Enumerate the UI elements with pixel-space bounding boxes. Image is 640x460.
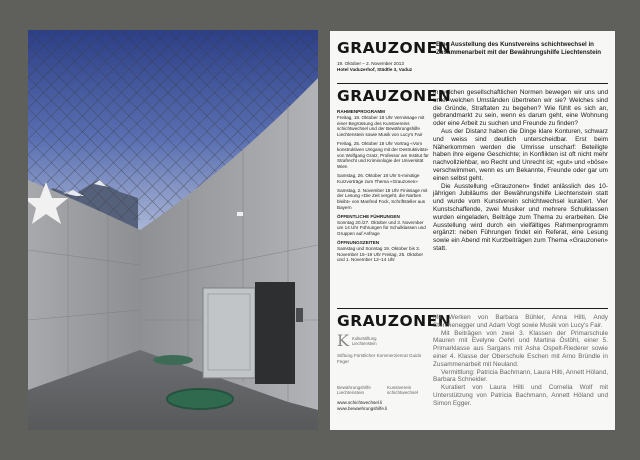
program-item-4: Samstag, 2. November 18 Uhr Finissage mit der Lesung «Die Zeit vergeht, die Narben bleibt» von Manfred Fock, Schriftsteller aus Bayern [337,187,428,210]
description [433,89,608,253]
url-2[interactable]: www.bewaehrungshilfe.li [337,405,388,411]
divider-2 [337,308,608,309]
wall-fixture [296,308,303,322]
dates: 19. Oktober – 2. November 2013 [337,61,404,66]
doorway [255,282,295,384]
program-item-1: Freitag, 18. Oktober 18 Uhr Vernissage mit einer Begrüssung des Kunstvereins schichtwechsel und der Bewährungshilfe Liechtenstein sowie Musik von Lucy's Fair [337,114,425,138]
description-paragraph-2: Aus der Distanz haben die Dinge klare Konturen, schwarz und weiss sind deutlich unterscheidbar. Erst beim Näherkommen werden die Umrisse unscharf: Beteiligte haben ihre eigene Geschichte; in Konflikten ist oft nicht mehr nachvollziehbar, wo Recht und Unrecht ist; «gut» und «böse» verschwimmen, wenn es um Bekannte, Freunde oder gar um einen selbst geht. [433,127,608,182]
program-item-2: Freitag, 25. Oktober 18 Uhr Vortrag «Vom konstruktiven Umgang mit der Destruktivität» von Wolfgang Gratz, Professor am Institut für Strafrecht und Kriminologie der Universität Wien [337,140,429,170]
program-item-3: Samstag, 26. Oktober 18 Uhr 5-minütige Kurzvorträge zum Thema «Grauzonen» [337,172,420,184]
url-1[interactable]: www.schichtwechsel.li [337,400,383,406]
brand-title-bottom: GRAUZONEN [337,312,452,330]
exhibition-flyer [330,31,615,430]
sponsor-logo: K [337,331,349,350]
program-heading-6: ÖFFNUNGSZEITEN [337,239,380,245]
program-list [337,109,429,266]
credits [433,314,608,408]
description-paragraph-1: In welchen gesellschaftlichen Normen bewegen wir uns und unter welchen Umständen übertreten wir sie? Welches sind die Gründe, Straftaten zu begehen? Wie fühlt es sich an, gebrandmarkt zu sein, wenn es darum geht, eine Wohnung oder eine Arbeit zu suchen und Freunde zu finden? [433,89,608,128]
program-item-5: Sonntag 20./27. Oktober und 3. November um 14 Uhr Führungen für Schulklassen und Gruppen auf Anfrage [337,219,426,237]
credits-paragraph-4: Kuratiert von Laura Hilti und Cornelia Wolf mit Unterstützung von Patricia Bachmann, Annett Höland und Simon Egger. [433,384,608,407]
courtyard-photo [28,30,318,430]
credits-paragraph-2: Mit Beiträgen von zwei 3. Klassen der Primarschule Mauren mit Evelyne Oehri und Martina Östöhl, einer 5. Primarklasse aus Sargans mit Asha Ospelt-Riederer sowie einer 4. Klasse der Oberschule Eschen mit Arno Bründle in Zusammenarbeit mit Neuland. [433,329,608,368]
divider-1 [337,83,608,84]
tagline: Eine Ausstellung des Kunstvereins schichtwechsel in Zusammenarbeit mit der Bewährungshilfe Liechtenstein [436,41,602,56]
drain-1 [153,355,193,365]
sponsor-text: Stiftung Fürstlicher Kommerzienrat Guido Feger [337,353,422,364]
brand-title-middle: GRAUZONEN [337,87,452,105]
venue: Hotel Vaduzerhof, Städtle 3, Vaduz [337,66,413,72]
program-item-6: Samstag und Sonntag 19. Oktober bis 3. November 15–19 Uhr Freitag, 25. Oktober und 1. November 12–14 Uhr [337,245,424,263]
credits-paragraph-1: Mit Werken von Barbara Bühler, Anna Hilti, Andy Sterchenegger und Adam Vogt sowie Musik von Lucy's Fair. [433,314,608,329]
program-heading-1: RAHMENPROGRAMM [337,109,385,114]
partner-2: Kunstverein schichtwechsel [387,384,418,396]
partner-1: Bewährungshilfe Liechtenstein [337,384,371,396]
program-heading-5: ÖFFENTLICHE FÜHRUNGEN [337,213,400,219]
sponsors [337,333,429,412]
courtyard-illustration [28,30,318,430]
sponsor-lines: Kulturstiftung Liechtenstein [351,336,377,346]
credits-paragraph-3: Vermittlung: Patricia Bachmann, Laura Hilti, Annett Höland, Barbara Schneider. [433,368,608,384]
description-paragraph-3: Die Ausstellung «Grauzonen» findet anlässlich des 10-jährigen Jubiläums der Bewährungshilfe Liechtenstein statt und wurde vom Kunstverein schichtwechsel kuratiert. Vier Kunstschaffende, zwei Musiker und mehrere Schulklassen wurden eingeladen, Beiträge zum Thema zu erarbeiten. Die Ausstellung wird durch ein vielfältiges Rahmenprogramm ergänzt: neben Führungen findet ein Referat, eine Lesung sowie ein Abend mit Kurzbeiträgen zum Thema «Grauzonen» statt. [433,182,608,252]
brand-title-top: GRAUZONEN [337,39,452,57]
open-door [203,288,255,378]
drain-2 [167,389,233,409]
